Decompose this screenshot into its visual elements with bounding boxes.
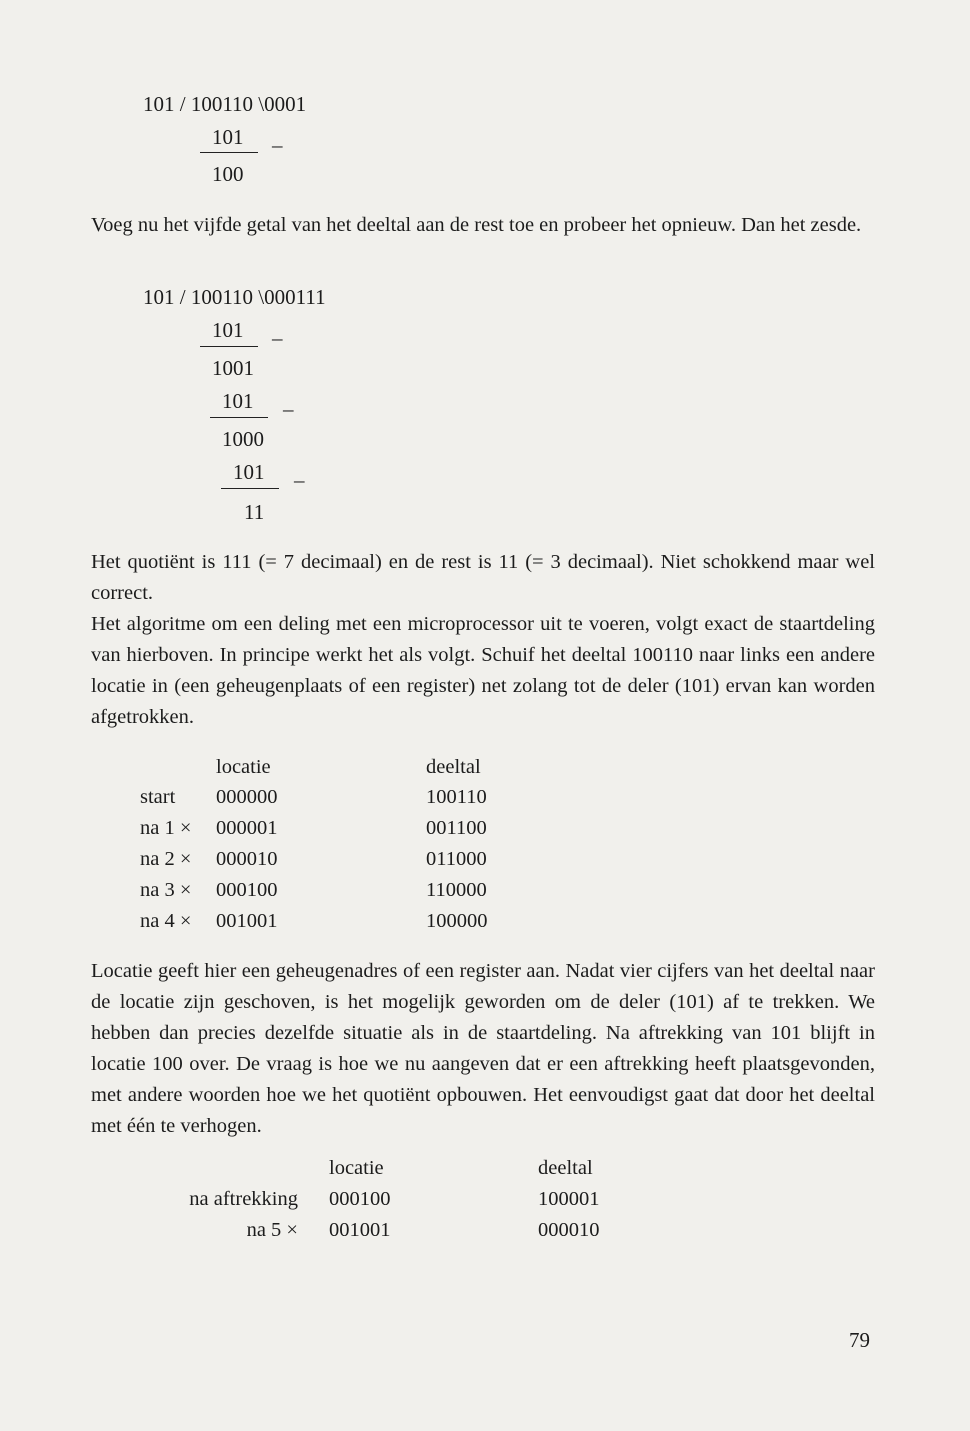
- cell-deeltal: 000010: [538, 1219, 600, 1241]
- cell-deeltal: 110000: [426, 879, 487, 901]
- division-rule: [200, 346, 258, 347]
- division-header: 101 / 100110 \0001: [143, 92, 307, 116]
- minus-sign: –: [294, 468, 305, 492]
- division-rule: [221, 488, 279, 489]
- division-subtrahend: 101: [222, 389, 254, 413]
- paragraph-next-digit: Voeg nu het vijfde getal van het deeltal aan de rest toe en probeer het opnieuw. Dan het zesde.: [91, 214, 862, 236]
- paragraph-locatie: Locatie geeft hier een geheugenadres of een register aan. Nadat vier cijfers van het deeltal naar de locatie zijn geschoven, is het mogelijk geworden om de deler (101) af te trekken. We hebben dan precies dezelfde situatie als in de staartdeling. Na aftrekking van 101 blijft in locatie 100 over. De vraag is hoe we nu aangeven dat er een aftrekking heeft plaatsgevonden, met andere woorden hoe we het quotiënt opbouwen. Het eenvoudigst gaat dat door het deeltal met één te verhogen.: [91, 960, 875, 1137]
- cell-deeltal: 011000: [426, 848, 487, 870]
- column-header-deeltal: deeltal: [426, 756, 481, 778]
- cell-locatie: 000010: [216, 848, 278, 870]
- cell-locatie: 001001: [216, 910, 278, 932]
- column-header-locatie: locatie: [329, 1157, 384, 1179]
- division-remainder: 1001: [212, 356, 254, 380]
- cell-locatie: 000000: [216, 786, 278, 808]
- minus-sign: –: [272, 133, 283, 157]
- minus-sign: –: [283, 397, 294, 421]
- row-label: start: [140, 786, 176, 808]
- paragraph-quotient: Het quotiënt is 111 (= 7 decimaal) en de rest is 11 (= 3 decimaal). Niet schokkend maar wel correct.: [91, 551, 875, 604]
- cell-deeltal: 100110: [426, 786, 487, 808]
- division-subtrahend: 101: [233, 460, 265, 484]
- division-remainder: 100: [212, 162, 244, 186]
- row-label: na 2 ×: [140, 848, 192, 870]
- cell-locatie: 000001: [216, 817, 278, 839]
- division-rule: [200, 152, 258, 153]
- division-rule: [210, 417, 268, 418]
- division-subtrahend: 101: [212, 125, 244, 149]
- cell-deeltal: 001100: [426, 817, 487, 839]
- row-label: na aftrekking: [189, 1188, 298, 1210]
- minus-sign: –: [272, 326, 283, 350]
- division-remainder: 1000: [222, 427, 264, 451]
- row-label: na 4 ×: [140, 910, 192, 932]
- column-header-deeltal: deeltal: [538, 1157, 593, 1179]
- division-remainder: 11: [244, 500, 265, 524]
- row-label: na 5 ×: [246, 1219, 298, 1241]
- division-subtrahend: 101: [212, 318, 244, 342]
- page-number: 79: [849, 1328, 870, 1352]
- column-header-locatie: locatie: [216, 756, 271, 778]
- cell-deeltal: 100001: [538, 1188, 600, 1210]
- row-label: na 1 ×: [140, 817, 192, 839]
- division-header: 101 / 100110 \000111: [143, 285, 326, 309]
- paragraph-algorithm: Het algoritme om een deling met een microprocessor uit te voeren, volgt exact de staartdeling van hierboven. In principe werkt het als volgt. Schuif het deeltal 100110 naar links een andere locatie in (een geheugenplaats of een register) net zolang tot de deler (101) ervan kan worden afgetrokken.: [91, 613, 875, 728]
- cell-locatie: 000100: [216, 879, 278, 901]
- cell-locatie: 000100: [329, 1188, 391, 1210]
- cell-deeltal: 100000: [426, 910, 488, 932]
- cell-locatie: 001001: [329, 1219, 391, 1241]
- row-label: na 3 ×: [140, 879, 192, 901]
